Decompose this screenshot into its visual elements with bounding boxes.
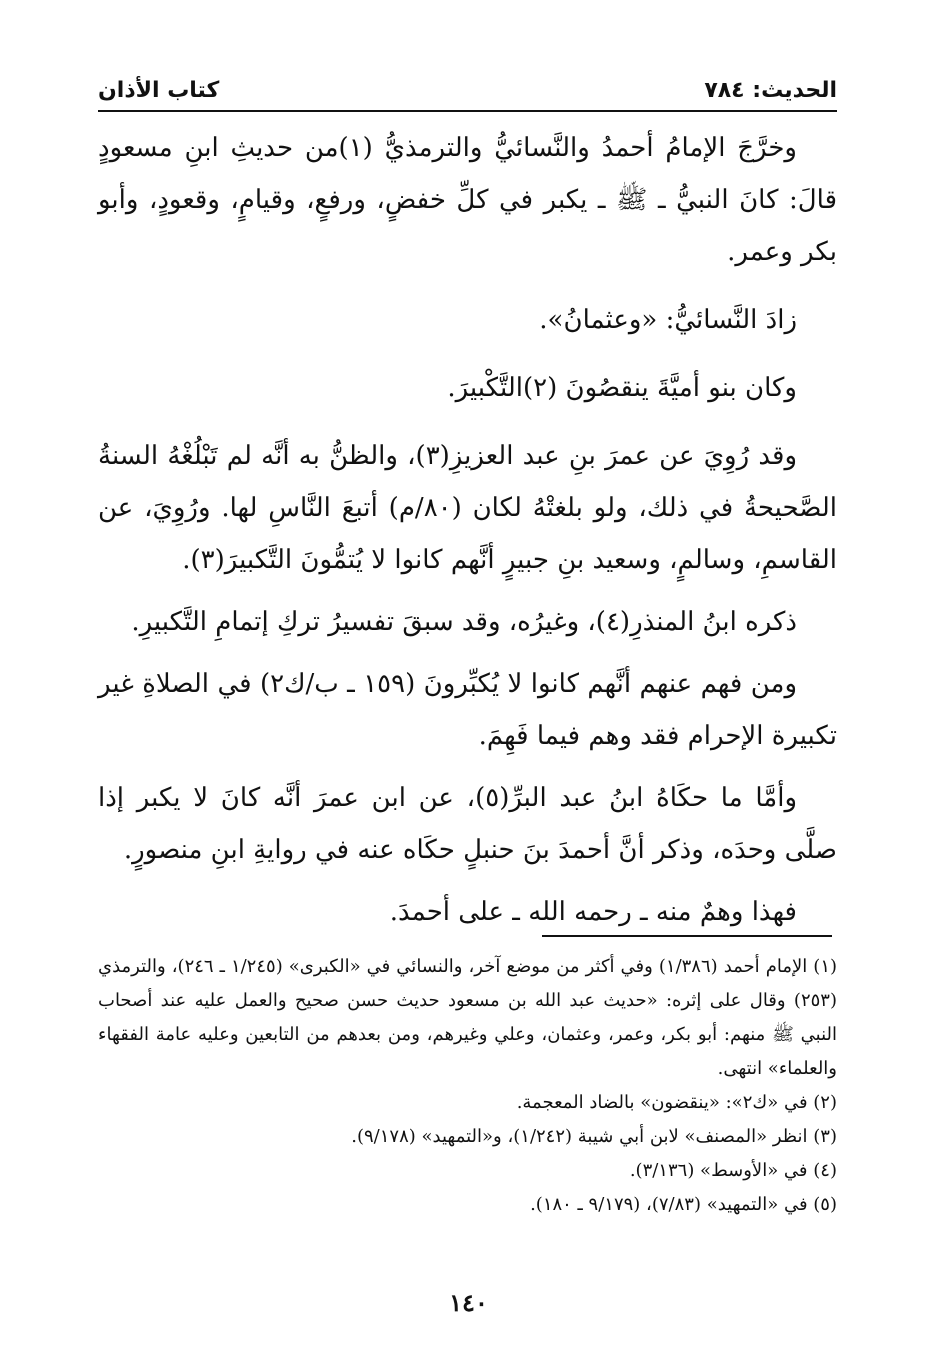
paragraph-8: فهذا وهمٌ منه ـ رحمه الله ـ على أحمدَ.: [389, 897, 797, 927]
paragraph-3: وكان بنو أميَّةَ ينقصُونَ (٢)التَّكْبيرَ.: [447, 373, 797, 403]
paragraph-4: وقد رُوِيَ عن عمرَ بنِ عبد العزيزِ(٣)، والظنُّ به أنَّه لم تَبْلُغْهُ السنةُ الصَّحيحةُ في ذلك، ولو بلغتْهُ لكان (٨٠/م) أتبعَ النَّاسِ لها. ورُوِيَ، عن القاسمِ، وسالمٍ، وسعيد بنِ جبيرٍ أنَّهم كانوا لا يُتمُّونَ التَّكبيرَ(٣).: [98, 441, 837, 575]
paragraph-1: وخرَّجَ الإمامُ أحمدُ والنَّسائيُّ والترمذيُّ (١)من حديثِ ابنِ مسعودٍ قالَ: كانَ النبيُّ ـ ﷺ ـ يكبر في كلِّ خفضٍ، ورفعٍ، وقيامٍ، وقعودٍ، وأبو بكر وعمر.: [98, 133, 837, 267]
footnote-2: (٢) في «ك٢»: «ينقضون» بالضاد المعجمة.: [516, 1092, 837, 1113]
footnote-3: (٣) انظر «المصنف» لابن أبي شيبة (١/٢٤٢)، و«التمهيد» (٩/١٧٨).: [351, 1126, 837, 1147]
hadith-number: الحديث: ٧٨٤: [704, 77, 837, 103]
footnotes: [98, 950, 837, 1222]
footnote-1: (١) الإمام أحمد (١/٣٨٦) وفي أكثر من موضع آخر، والنسائي في «الكبرى» (١/٢٤٥ ـ ٢٤٦)، والترمذي (٢٥٣) وقال على إثره: «حديث عبد الله بن مسعود حديث حسن صحيح والعمل عليه عند أصحاب النبي ﷺ منهم: أبو بكر، وعمر، وعثمان، وعلي وغيرهم، ومن بعدهم من التابعين وعليه عامة الفقهاء والعلماء» انتهى.: [98, 956, 838, 1079]
footnote-separator: [542, 935, 832, 937]
page-number: ١٤٠: [449, 1288, 488, 1317]
running-header: [98, 72, 837, 108]
paragraph-2: زادَ النَّسائيُّ: «وعثمانُ».: [539, 305, 797, 335]
paragraph-6: ومن فهم عنهم أنَّهم كانوا لا يُكبِّرونَ (١٥٩ ـ ب/ك٢) في الصلاةِ غير تكبيرة الإحرام فقد وهم فيما فَهِمَ.: [98, 669, 837, 751]
header-rule: [98, 110, 837, 112]
paragraph-5: ذكره ابنُ المنذرِ(٤)، وغيرُه، وقد سبقَ تفسيرُ تركِ إتمامِ التَّكبيرِ.: [131, 607, 797, 637]
book-title: كتاب الأذان: [98, 77, 220, 103]
main-text: [98, 122, 837, 948]
paragraph-7: وأمَّا ما حكَاهُ ابنُ عبد البرِّ(٥)، عن ابن عمرَ أنَّه كانَ لا يكبر إذا صلَّى وحدَه، وذكر أنَّ أحمدَ بنَ حنبلٍ حكَاه عنه في روايةِ ابنِ منصورٍ.: [98, 783, 837, 865]
footnote-5: (٥) في «التمهيد» (٧/٨٣)، (٩/١٧٩ ـ ١٨٠).: [530, 1194, 837, 1215]
footnote-4: (٤) في «الأوسط» (٣/١٣٦).: [629, 1160, 837, 1181]
